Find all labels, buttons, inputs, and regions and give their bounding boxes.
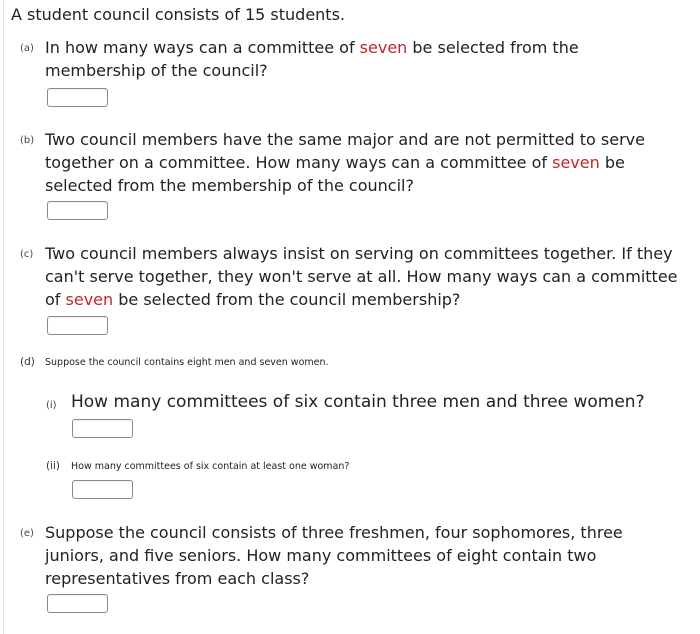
answer-input-d-ii[interactable] [72, 480, 133, 499]
part-d-i-question: How many committees of six contain three men and three women? [71, 392, 645, 412]
part-d-text: Suppose the council contains eight men and seven women. [45, 357, 329, 368]
part-b-text: Two council members have the same major and are not permitted to serve [45, 130, 645, 149]
part-c-text: of [45, 290, 66, 309]
answer-input-e[interactable] [47, 594, 108, 613]
part-b-question [45, 128, 700, 197]
highlight-number: seven [359, 38, 408, 57]
part-d-ii-label: (ii) [46, 460, 61, 472]
answer-input-a[interactable] [47, 88, 108, 107]
problem-intro: A student council consists of 15 students. [11, 5, 345, 24]
part-b-text: be [599, 153, 625, 172]
part-b-text: together on a committee. How many ways can a committee of [45, 153, 553, 172]
part-b-label: (b) [20, 135, 35, 146]
highlight-number: seven [552, 153, 600, 172]
part-c-question [45, 242, 700, 311]
part-d-i-label: (i) [46, 400, 57, 411]
part-b-text: selected from the membership of the council? [45, 176, 414, 195]
part-e-label: (e) [20, 528, 34, 539]
part-a-text: be selected from the [407, 38, 579, 57]
part-a-question [45, 36, 700, 82]
answer-input-d-i[interactable] [72, 419, 133, 438]
part-c-text: be selected from the council membership? [113, 290, 461, 309]
answer-input-c[interactable] [47, 316, 108, 335]
part-c-label: (c) [20, 249, 34, 260]
part-e-text: Suppose the council consists of three freshmen, four sophomores, three [45, 523, 623, 542]
part-c-text: can't serve together, they won't serve at all. How many ways can a committee [45, 267, 678, 286]
part-a-text: membership of the council? [45, 61, 268, 80]
part-e-text: juniors, and five seniors. How many committees of eight contain two [45, 546, 597, 565]
highlight-number: seven [65, 290, 114, 309]
part-d-label: (d) [20, 356, 35, 368]
part-a-text: In how many ways can a committee of [45, 38, 360, 57]
part-a-label: (a) [20, 43, 34, 54]
part-c-text: Two council members always insist on serving on committees together. If they [45, 244, 673, 263]
part-e-question [45, 521, 700, 590]
part-e-text: representatives from each class? [45, 569, 310, 588]
part-d-ii-question: How many committees of six contain at least one woman? [71, 461, 350, 472]
answer-input-b[interactable] [47, 201, 108, 220]
